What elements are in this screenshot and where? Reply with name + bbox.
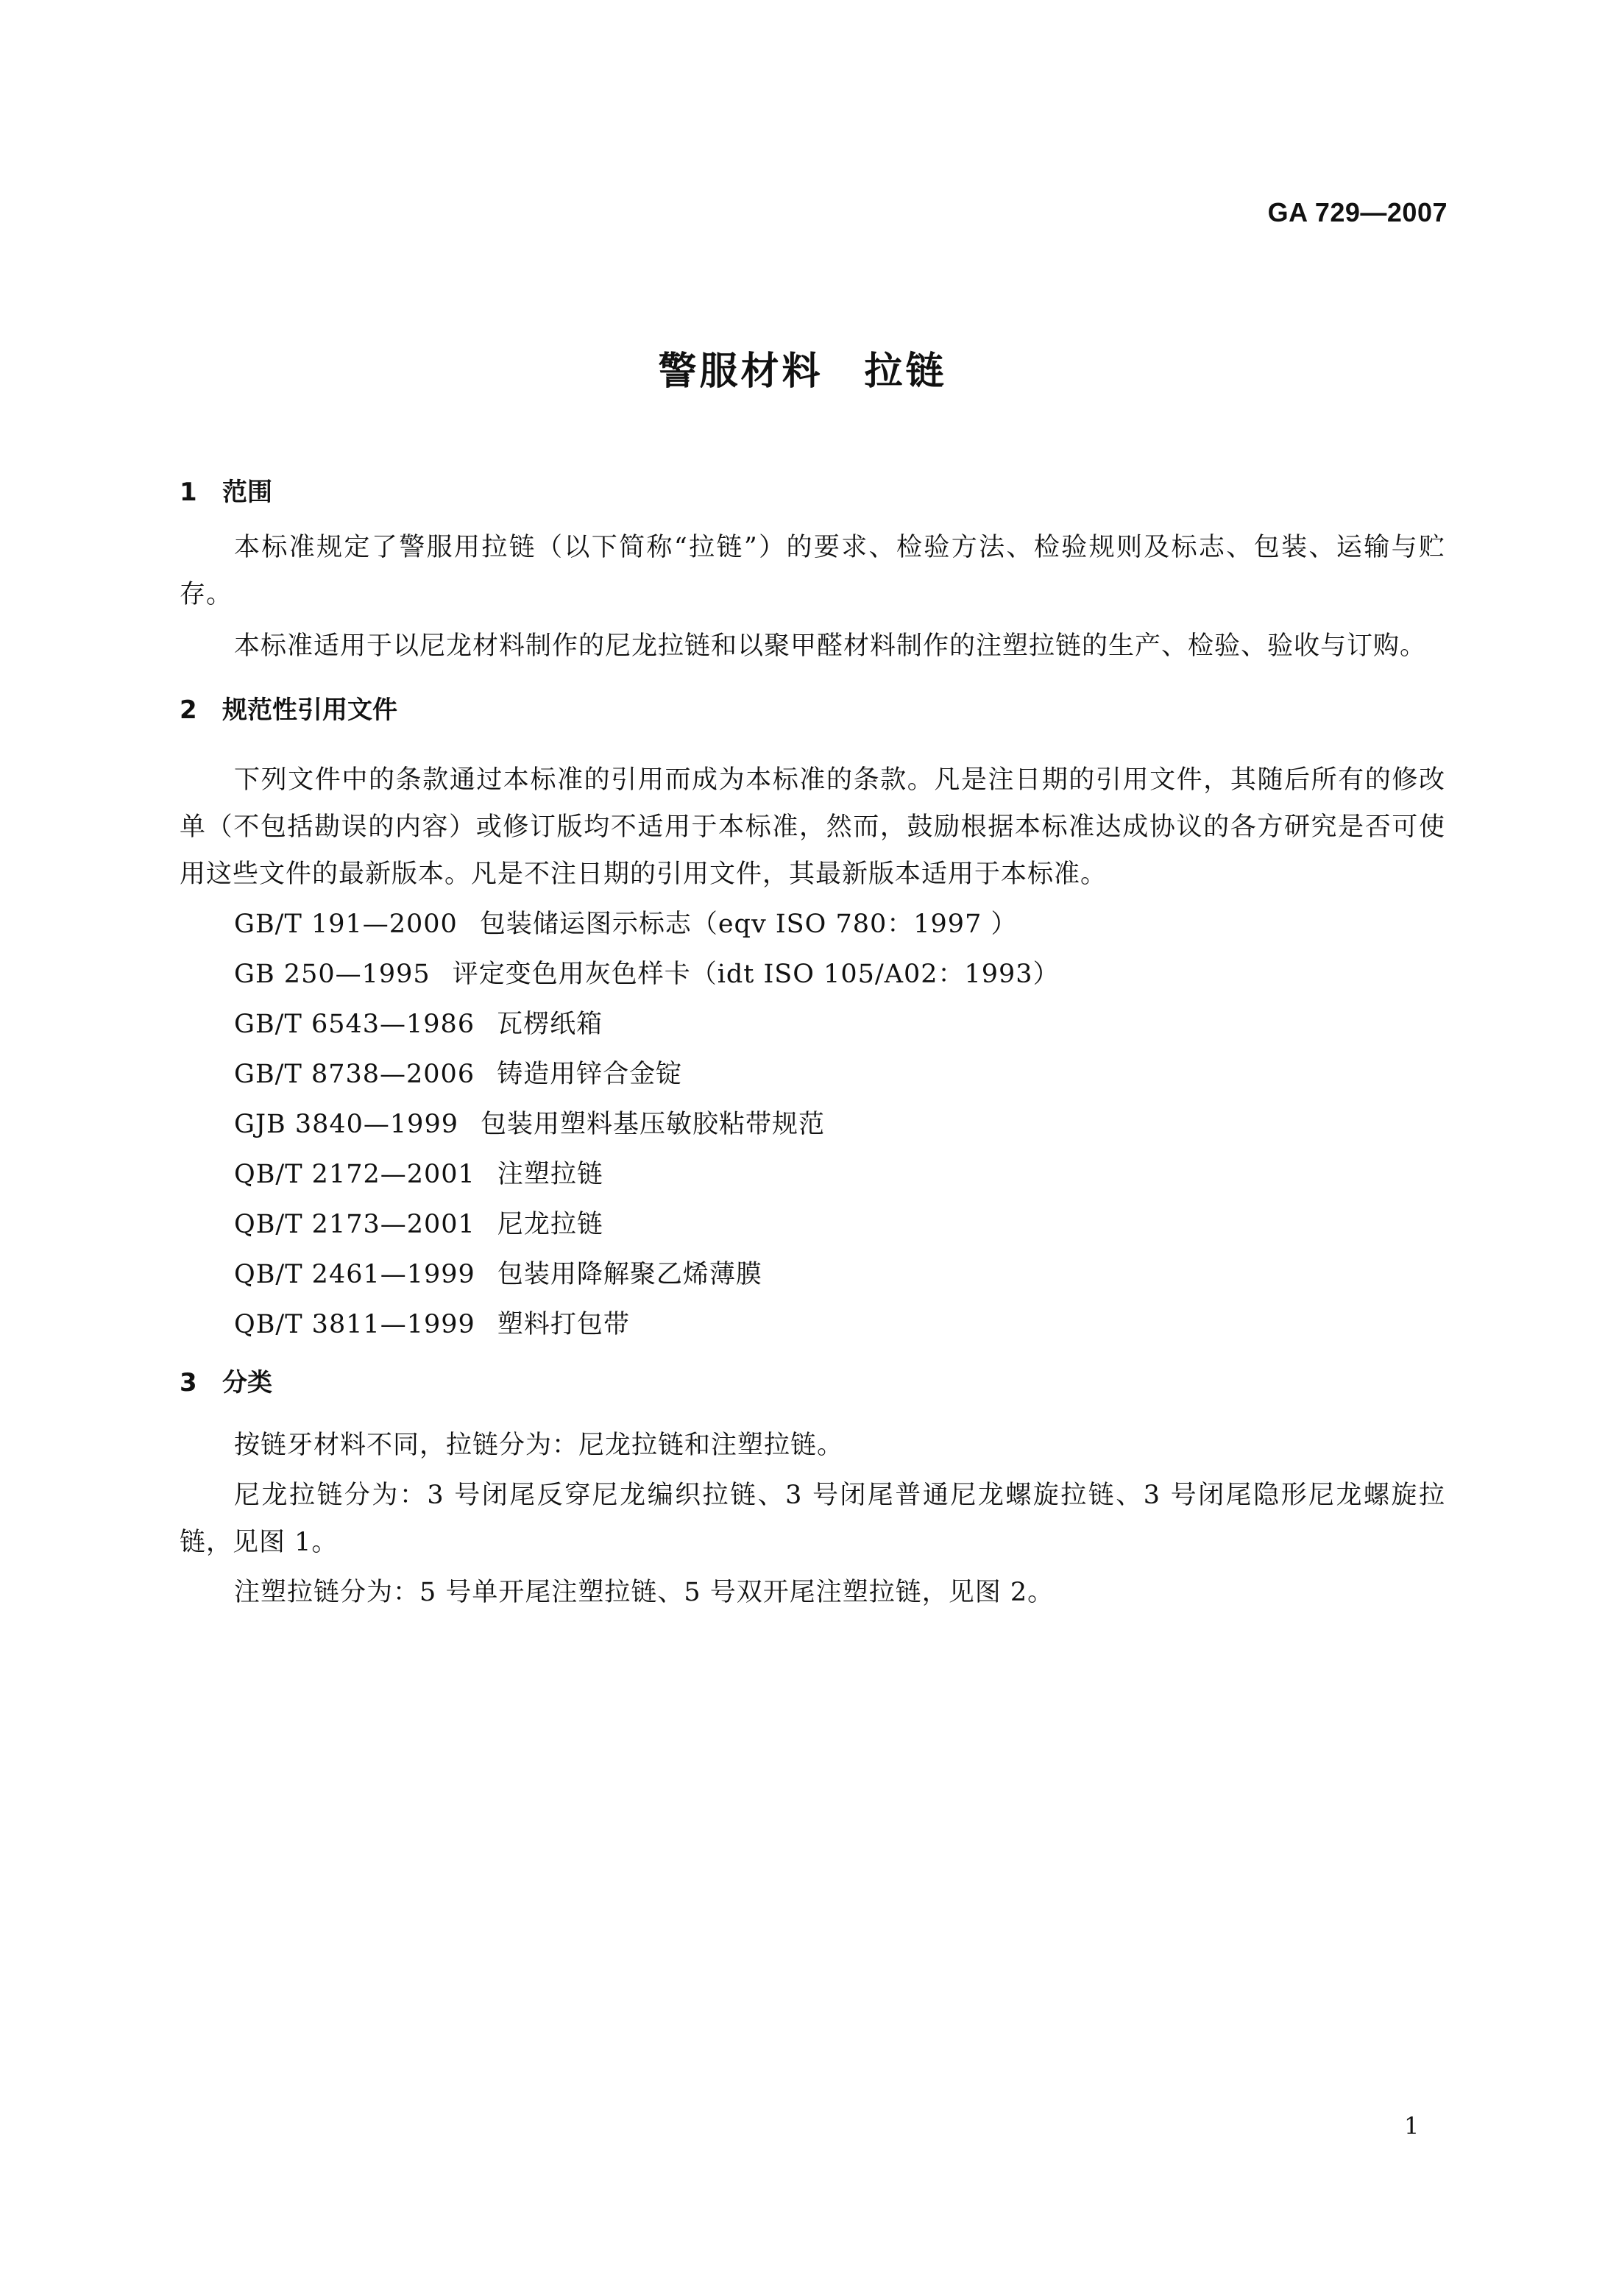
section-classification bbox=[180, 1361, 1445, 1616]
document-body bbox=[180, 471, 1445, 1616]
section-number: 3 bbox=[180, 1368, 197, 1397]
paragraph: 尼龙拉链分为：3 号闭尾反穿尼龙编织拉链、3 号闭尾普通尼龙螺旋拉链、3 号闭尾隐形尼龙螺旋拉链，见图 1。 bbox=[180, 1481, 1445, 1557]
section-heading bbox=[180, 689, 1445, 731]
reference-name: 包装储运图示标志（eqv ISO 780：1997 ） bbox=[479, 910, 1018, 939]
page-title: 警服材料 拉链 bbox=[658, 350, 947, 394]
reference-item bbox=[180, 1200, 1445, 1250]
section-number: 1 bbox=[180, 478, 197, 507]
reference-code: GB/T 8738—2006 bbox=[234, 1060, 475, 1089]
reference-code: GJB 3840—1999 bbox=[234, 1110, 458, 1139]
reference-name: 瓦楞纸箱 bbox=[497, 1010, 603, 1039]
reference-code: QB/T 3811—1999 bbox=[234, 1310, 475, 1339]
reference-name: 塑料打包带 bbox=[497, 1310, 630, 1339]
reference-name: 包装用塑料基压敏胶粘带规范 bbox=[480, 1110, 825, 1139]
page-number: 1 bbox=[1404, 2112, 1420, 2140]
paragraph: 下列文件中的条款通过本标准的引用而成为本标准的条款。凡是注日期的引用文件，其随后所有的修改单（不包括勘误的内容）或修订版均不适用于本标准，然而，鼓励根据本标准达成协议的各方研究是否可使用这些文件的最新版本。凡是不注日期的引用文件，其最新版本适用于本标准。 bbox=[180, 765, 1445, 889]
section-heading bbox=[180, 1361, 1445, 1404]
section-heading bbox=[180, 471, 1445, 514]
paragraph: 注塑拉链分为：5 号单开尾注塑拉链、5 号双开尾注塑拉链，见图 2。 bbox=[234, 1578, 1055, 1607]
reference-item bbox=[180, 999, 1445, 1049]
reference-item bbox=[180, 1250, 1445, 1300]
reference-item bbox=[180, 1149, 1445, 1200]
reference-code: QB/T 2461—1999 bbox=[234, 1260, 475, 1289]
reference-code: QB/T 2173—2001 bbox=[234, 1210, 475, 1239]
section-title: 分类 bbox=[222, 1368, 272, 1397]
reference-item bbox=[180, 1300, 1445, 1350]
section-title: 范围 bbox=[222, 478, 272, 507]
section-scope bbox=[180, 471, 1445, 670]
reference-code: GB/T 191—2000 bbox=[234, 910, 458, 939]
document-code: GA 729—2007 bbox=[1267, 197, 1448, 227]
reference-item bbox=[180, 1049, 1445, 1099]
section-title: 规范性引用文件 bbox=[222, 695, 397, 725]
paragraph: 按链牙材料不同，拉链分为：尼龙拉链和注塑拉链。 bbox=[234, 1431, 844, 1460]
reference-code: GB/T 6543—1986 bbox=[234, 1010, 475, 1039]
reference-item bbox=[180, 1099, 1445, 1149]
reference-name: 注塑拉链 bbox=[497, 1160, 603, 1189]
reference-list bbox=[180, 899, 1445, 1350]
reference-name: 铸造用锌合金锭 bbox=[497, 1060, 683, 1089]
reference-name: 尼龙拉链 bbox=[497, 1210, 603, 1239]
reference-code: QB/T 2172—2001 bbox=[234, 1160, 475, 1189]
reference-name: 包装用降解聚乙烯薄膜 bbox=[497, 1260, 762, 1289]
reference-item bbox=[180, 949, 1445, 999]
section-normative-references bbox=[180, 689, 1445, 1350]
section-number: 2 bbox=[180, 695, 197, 725]
paragraph: 本标准适用于以尼龙材料制作的尼龙拉链和以聚甲醛材料制作的注塑拉链的生产、检验、验收与订购。 bbox=[234, 631, 1427, 661]
paragraph: 本标准规定了警服用拉链（以下简称“拉链”）的要求、检验方法、检验规则及标志、包装、运输与贮存。 bbox=[180, 533, 1445, 609]
reference-name: 评定变色用灰色样卡（idt ISO 105/A02：1993） bbox=[452, 960, 1060, 989]
reference-code: GB 250—1995 bbox=[234, 960, 431, 989]
reference-item bbox=[180, 899, 1445, 949]
